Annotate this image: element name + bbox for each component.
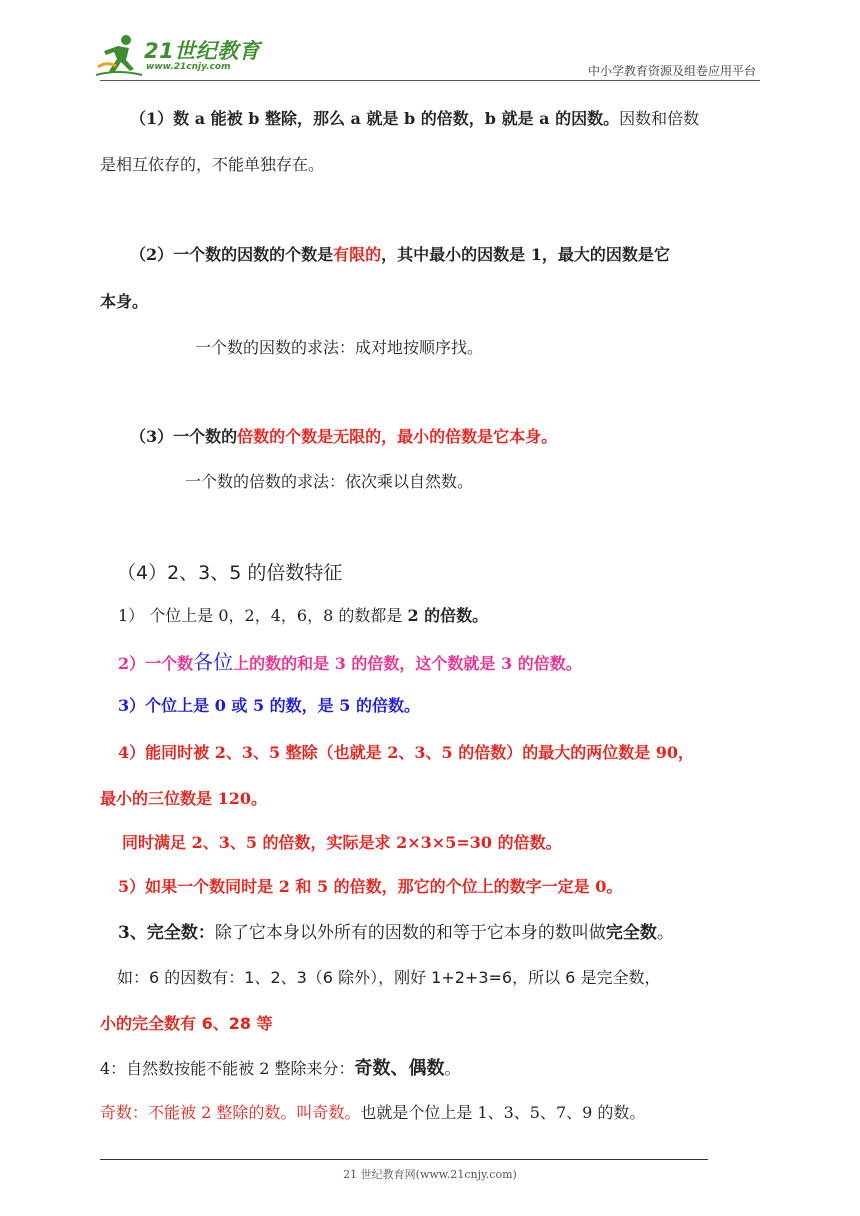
p4-item5: 5）如果一个数同时是 2 和 5 的倍数，那它的个位上的数字一定是 0。 (118, 877, 623, 896)
p4-item1 (118, 605, 488, 627)
s4-odd-rest: 也就是个位上是 1、3、5、7、9 的数。 (360, 1103, 646, 1122)
p3-highlight: 倍数的个数是无限的，最小的倍数是它本身。 (237, 427, 558, 446)
s3-small-numbers: 小的完全数有 6、28 等 (100, 1014, 273, 1033)
p2-highlight: 有限的 (333, 245, 382, 264)
p4-item2-text-c: 上的数的和是 3 的倍数，这个数就是 3 的倍数。 (233, 654, 582, 673)
header-divider (100, 80, 760, 81)
p4-item2-large: 各位 (193, 650, 234, 674)
footer-text[interactable]: 21 世纪教育网(www.21cnjy.com) (343, 1168, 517, 1181)
s3-definition (118, 922, 674, 944)
p2-line2: 本身。 (100, 292, 149, 311)
p4-item1-text: 1） 个位上是 0，2，4，6，8 的数都是 (118, 606, 408, 625)
p4-item2-text-a: 2）一个数 (118, 654, 194, 673)
p2-text-a: （2）一个数的因数的个数是 (130, 245, 334, 264)
footer-divider (100, 1159, 708, 1160)
page-header (0, 0, 860, 90)
s3-text: 除了它本身以外所有的因数的和等于它本身的数叫做 (214, 923, 606, 943)
p1-bold-text: （1）数 a 能被 b 整除，那么 a 就是 b 的倍数，b 就是 a 的因数。 (130, 109, 620, 128)
platform-name: 中小学教育资源及组卷应用平台 (587, 64, 756, 78)
p3-line1 (130, 426, 557, 448)
s3-title: 3、完全数： (118, 923, 215, 943)
logo-brand-text: 21世纪教育 (144, 39, 261, 63)
p2-text-c: ，其中最小的因数是 1，最大的因数是它 (381, 245, 670, 264)
s4-line1 (100, 1058, 461, 1080)
s4-terms: 奇数、偶数 (354, 1058, 445, 1079)
p2-method: 一个数的因数的求法：成对地按顺序找。 (195, 338, 484, 357)
p4-item4-line2: 最小的三位数是 120。 (100, 789, 267, 808)
runner-logo-icon (96, 33, 144, 79)
s3-period: 。 (656, 923, 674, 943)
s3-term: 完全数 (605, 923, 657, 943)
s3-example: 如：6 的因数有：1、2、3（6 除外），刚好 1+2+3=6，所以 6 是完全数， (117, 968, 661, 987)
p4-item2 (118, 651, 582, 675)
p1-line1 (130, 108, 699, 130)
s4-period: 。 (444, 1059, 461, 1078)
site-logo[interactable] (96, 33, 266, 79)
p3-text-a: （3）一个数的 (130, 427, 238, 446)
p4-heading: （4）2、3、5 的倍数特征 (117, 562, 343, 584)
p3-method: 一个数的倍数的求法：依次乘以自然数。 (185, 472, 474, 491)
p4-item4-line3: 同时满足 2、3、5 的倍数，实际是求 2×3×5=30 的倍数。 (122, 833, 562, 852)
p2-line1 (130, 244, 670, 266)
s4-odd-line (100, 1102, 645, 1124)
p4-item3: 3）个位上是 0 或 5 的数，是 5 的倍数。 (118, 696, 420, 715)
p1-line2: 是相互依存的，不能单独存在。 (100, 155, 325, 174)
p4-item4-line1: 4）能同时被 2、3、5 整除（也就是 2、3、5 的倍数）的最大的两位数是 90， (118, 743, 695, 762)
p1-plain-text: 因数和倍数 (619, 109, 700, 128)
s4-text: 4：自然数按能不能被 2 整除来分： (100, 1059, 355, 1078)
logo-url-text: www.21cnjy.com (146, 62, 231, 72)
p4-item1-bold: 2 的倍数。 (407, 606, 489, 625)
s4-odd-def: 奇数：不能被 2 整除的数。叫奇数。 (100, 1103, 361, 1122)
